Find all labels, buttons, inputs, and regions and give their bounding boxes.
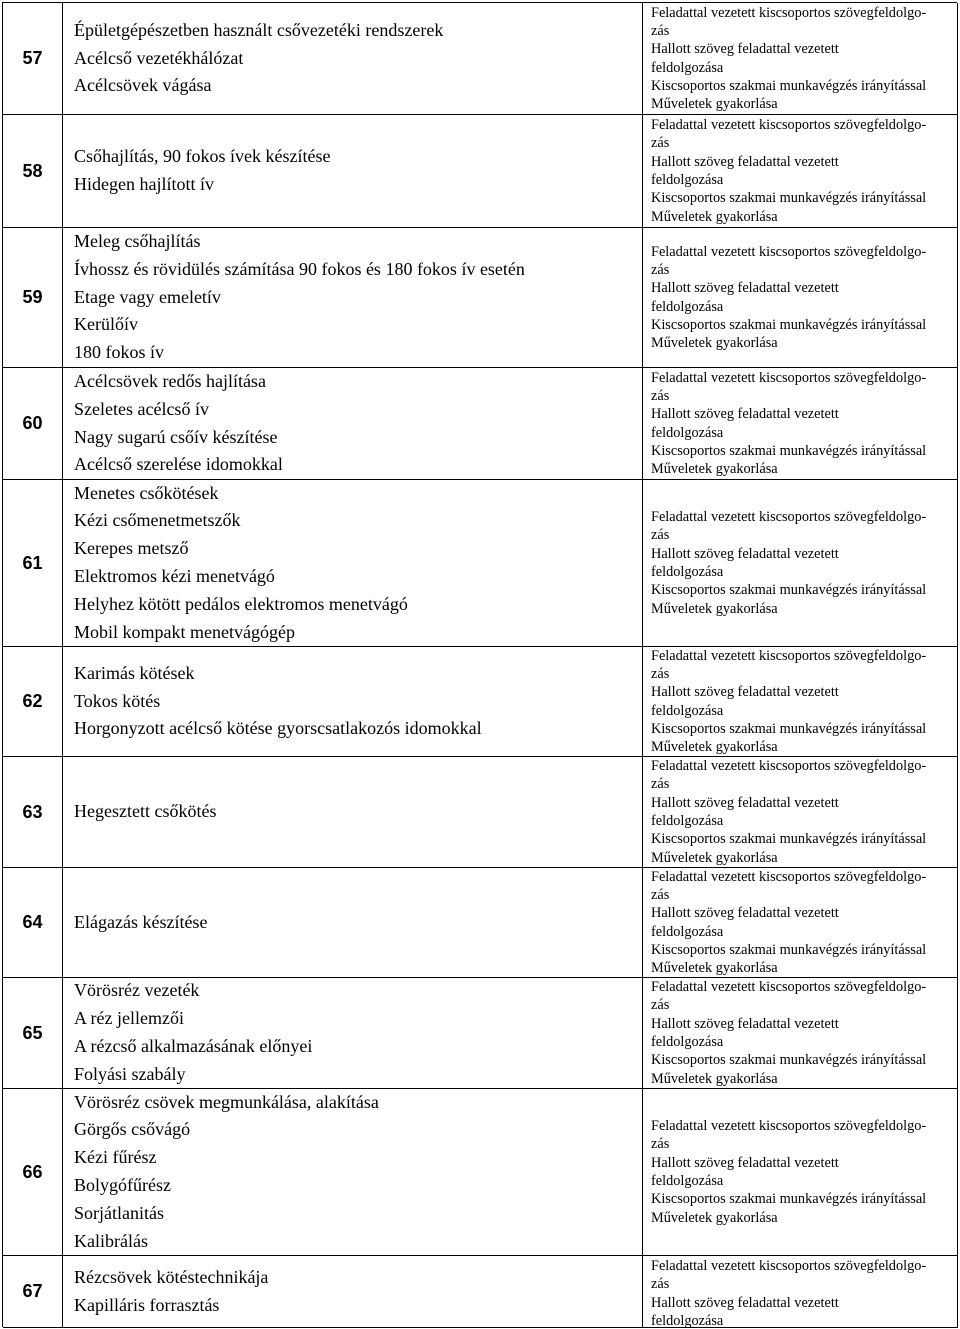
activity-line: feldolgozása <box>651 298 724 315</box>
topic-item: Vörösréz vezeték <box>74 980 200 1001</box>
topic-item: Mobil kompakt menetvágógép <box>74 621 295 642</box>
topic-item: Karimás kötések <box>74 662 195 683</box>
topic-item: Görgős csővágó <box>74 1119 191 1140</box>
topic-item: Hidegen hajlított ív <box>74 174 214 194</box>
activity-list <box>643 978 958 1088</box>
activity-line: Műveletek gyakorlása <box>651 461 778 478</box>
activity-line: feldolgozása <box>651 813 724 829</box>
topic-item: Etage vagy emeletív <box>74 286 221 307</box>
activity-line: feldolgozása <box>651 1173 724 1189</box>
activity-line: Hallott szöveg feladattal vezetett <box>651 406 839 423</box>
lesson-number: 58 <box>3 115 63 227</box>
activity-line: zás <box>651 135 670 152</box>
topic-item: Vörösréz csövek megmunkálása, alakítása <box>74 1091 379 1112</box>
activity-line: Hallott szöveg feladattal vezetett <box>651 153 839 170</box>
activity-line: feldolgozása <box>651 564 724 580</box>
activity-line: Kiscsoportos szakmai munkavégzés irányítással <box>651 720 927 737</box>
lesson-number: 67 <box>3 1256 63 1327</box>
topic-list <box>63 228 643 367</box>
topic-item: Kalibrálás <box>74 1230 148 1251</box>
activity-line: zás <box>651 776 670 793</box>
lesson-number: 57 <box>3 3 63 114</box>
activity-line: Hallott szöveg feladattal vezetett <box>651 41 839 58</box>
activity-list <box>643 647 958 756</box>
lesson-number: 63 <box>3 757 63 867</box>
topic-list <box>63 3 643 114</box>
lesson-number: 66 <box>3 1089 63 1255</box>
topic-item: Csőhajlítás, 90 fokos ívek készítése <box>74 146 331 167</box>
activity-line: Feladattal vezetett kiscsoportos szövegfeldolgo- <box>651 243 927 260</box>
table-row <box>3 3 958 115</box>
activity-line: feldolgozása <box>651 923 724 940</box>
activity-line: zás <box>651 1276 670 1293</box>
topic-item: Bolygófűrész <box>74 1175 171 1195</box>
activity-line: Kiscsoportos szakmai munkavégzés irányítással <box>651 941 927 958</box>
activity-line: Feladattal vezetett kiscsoportos szövegfeldolgo- <box>651 369 927 386</box>
activity-line: zás <box>651 22 670 39</box>
activity-line: Hallott szöveg feladattal vezetett <box>651 280 839 297</box>
activity-line: Hallott szöveg feladattal vezetett <box>651 1294 839 1311</box>
topic-item: Acélcső vezetékhálózat <box>74 47 244 68</box>
topic-item: Kerepes metsző <box>74 538 189 559</box>
table-row <box>3 115 958 228</box>
activity-list <box>643 1089 958 1255</box>
table-row <box>3 1089 958 1256</box>
activity-line: Kiscsoportos szakmai munkavégzés irányítással <box>651 1191 927 1208</box>
table-row <box>3 757 958 868</box>
activity-list <box>643 757 958 867</box>
topic-item: Helyhez kötött pedálos elektromos menetvágó <box>74 593 408 614</box>
activity-line: Műveletek gyakorlása <box>651 208 778 225</box>
activity-line: Hallott szöveg feladattal vezetett <box>651 1015 839 1032</box>
activity-line: Kiscsoportos szakmai munkavégzés irányítással <box>651 1052 927 1069</box>
topic-item: Kézi fűrész <box>74 1147 157 1168</box>
table-row <box>3 480 958 647</box>
activity-line: Műveletek gyakorlása <box>651 600 778 617</box>
activity-line: Feladattal vezetett kiscsoportos szövegfeldolgo- <box>651 117 927 134</box>
activity-line: feldolgozása <box>651 1034 724 1050</box>
activity-line: zás <box>651 997 670 1014</box>
topic-item: Tokos kötés <box>74 690 161 711</box>
topic-item: Szeletes acélcső ív <box>74 398 209 419</box>
activity-line: feldolgozása <box>651 1312 724 1327</box>
activity-list <box>643 3 958 114</box>
activity-list <box>643 1256 958 1327</box>
activity-list <box>643 228 958 367</box>
activity-line: zás <box>651 665 670 682</box>
topic-item: Horgonyzott acélcső kötése gyorscsatlakozós idomokkal <box>74 718 482 739</box>
activity-line: Műveletek gyakorlása <box>651 960 778 977</box>
activity-line: feldolgozása <box>651 424 724 441</box>
topic-item: Elágazás készítése <box>74 911 208 932</box>
topic-item: Hegesztett csőkötés <box>74 801 217 822</box>
activity-line: zás <box>651 527 670 544</box>
topic-item: Kapilláris forrasztás <box>74 1294 220 1315</box>
activity-line: Feladattal vezetett kiscsoportos szövegfeldolgo- <box>651 979 927 996</box>
activity-line: Hallott szöveg feladattal vezetett <box>651 684 839 701</box>
activity-line: zás <box>651 1136 670 1153</box>
activity-line: zás <box>651 387 670 404</box>
activity-list <box>643 368 958 479</box>
activity-line: Feladattal vezetett kiscsoportos szövegfeldolgo- <box>651 647 927 664</box>
activity-line: Műveletek gyakorlása <box>651 96 778 113</box>
activity-list <box>643 868 958 977</box>
lesson-number: 62 <box>3 647 63 756</box>
topic-item: Ívhossz és rövidülés számítása 90 fokos és 180 fokos ív esetén <box>74 258 525 279</box>
topic-list <box>63 115 643 227</box>
activity-line: Kiscsoportos szakmai munkavégzés irányítással <box>651 582 927 599</box>
topic-list <box>63 1256 643 1327</box>
topic-list <box>63 868 643 977</box>
table-row <box>3 368 958 480</box>
lesson-number: 61 <box>3 480 63 646</box>
activity-line: feldolgozása <box>651 59 724 76</box>
activity-line: Műveletek gyakorlása <box>651 739 778 756</box>
activity-list <box>643 480 958 646</box>
activity-line: zás <box>651 886 670 903</box>
activity-line: Kiscsoportos szakmai munkavégzés irányítással <box>651 831 927 848</box>
activity-line: Hallott szöveg feladattal vezetett <box>651 905 839 922</box>
activity-line: Műveletek gyakorlása <box>651 1070 778 1087</box>
table-row <box>3 868 958 978</box>
lesson-number: 65 <box>3 978 63 1088</box>
activity-line: Feladattal vezetett kiscsoportos szövegfeldolgo- <box>651 1258 927 1274</box>
topic-item: Acélcsövek vágása <box>74 75 212 96</box>
activity-line: zás <box>651 261 670 278</box>
activity-line: Kiscsoportos szakmai munkavégzés irányítással <box>651 190 927 207</box>
activity-list <box>643 115 958 227</box>
table-row <box>3 1256 958 1328</box>
table-row <box>3 978 958 1089</box>
topic-item: Rézcsövek kötéstechnikája <box>74 1266 269 1287</box>
activity-line: Kiscsoportos szakmai munkavégzés irányítással <box>651 316 927 333</box>
topic-list <box>63 978 643 1088</box>
activity-line: Hallott szöveg feladattal vezetett <box>651 1154 839 1171</box>
topic-list <box>63 1089 643 1255</box>
lesson-number: 59 <box>3 228 63 367</box>
activity-line: Műveletek gyakorlása <box>651 335 778 352</box>
topic-item: Kerülőív <box>74 314 138 335</box>
activity-line: Feladattal vezetett kiscsoportos szövegfeldolgo- <box>651 509 927 526</box>
topic-item: A réz jellemzői <box>74 1008 184 1029</box>
lesson-number: 64 <box>3 868 63 977</box>
curriculum-table <box>2 2 957 1327</box>
topic-list <box>63 368 643 479</box>
topic-item: Elektromos kézi menetvágó <box>74 566 275 586</box>
topic-item: Acélcsövek redős hajlítása <box>74 370 266 391</box>
topic-list <box>63 647 643 756</box>
activity-line: Kiscsoportos szakmai munkavégzés irányítással <box>651 77 927 94</box>
activity-line: Feladattal vezetett kiscsoportos szövegfeldolgo- <box>651 4 927 21</box>
topic-item: Sorjátlanitás <box>74 1202 164 1223</box>
topic-item: Nagy sugarú csőív készítése <box>74 426 278 447</box>
topic-item: Meleg csőhajlítás <box>74 231 201 251</box>
activity-line: Feladattal vezetett kiscsoportos szövegfeldolgo- <box>651 758 927 775</box>
topic-item: Acélcső szerelése idomokkal <box>74 454 283 475</box>
table-row <box>3 228 958 368</box>
topic-item: A rézcső alkalmazásának előnyei <box>74 1036 313 1056</box>
topic-list <box>63 480 643 646</box>
activity-line: Feladattal vezetett kiscsoportos szövegfeldolgo- <box>651 868 927 885</box>
topic-list <box>63 757 643 867</box>
lesson-number: 60 <box>3 368 63 479</box>
activity-line: feldolgozása <box>651 702 724 719</box>
activity-line: Műveletek gyakorlása <box>651 1209 778 1226</box>
activity-line: Feladattal vezetett kiscsoportos szövegfeldolgo- <box>651 1118 927 1135</box>
activity-line: Kiscsoportos szakmai munkavégzés irányítással <box>651 442 927 459</box>
topic-item: Menetes csőkötések <box>74 482 219 503</box>
table-row <box>3 647 958 757</box>
activity-line: Műveletek gyakorlása <box>651 849 778 866</box>
activity-line: feldolgozása <box>651 172 724 188</box>
activity-line: Hallott szöveg feladattal vezetett <box>651 545 839 562</box>
topic-item: Folyási szabály <box>74 1063 186 1084</box>
topic-item: Kézi csőmenetmetszők <box>74 510 241 531</box>
topic-item: 180 fokos ív <box>74 342 164 363</box>
topic-item: Épületgépészetben használt csővezetéki rendszerek <box>74 19 444 40</box>
activity-line: Hallott szöveg feladattal vezetett <box>651 794 839 811</box>
